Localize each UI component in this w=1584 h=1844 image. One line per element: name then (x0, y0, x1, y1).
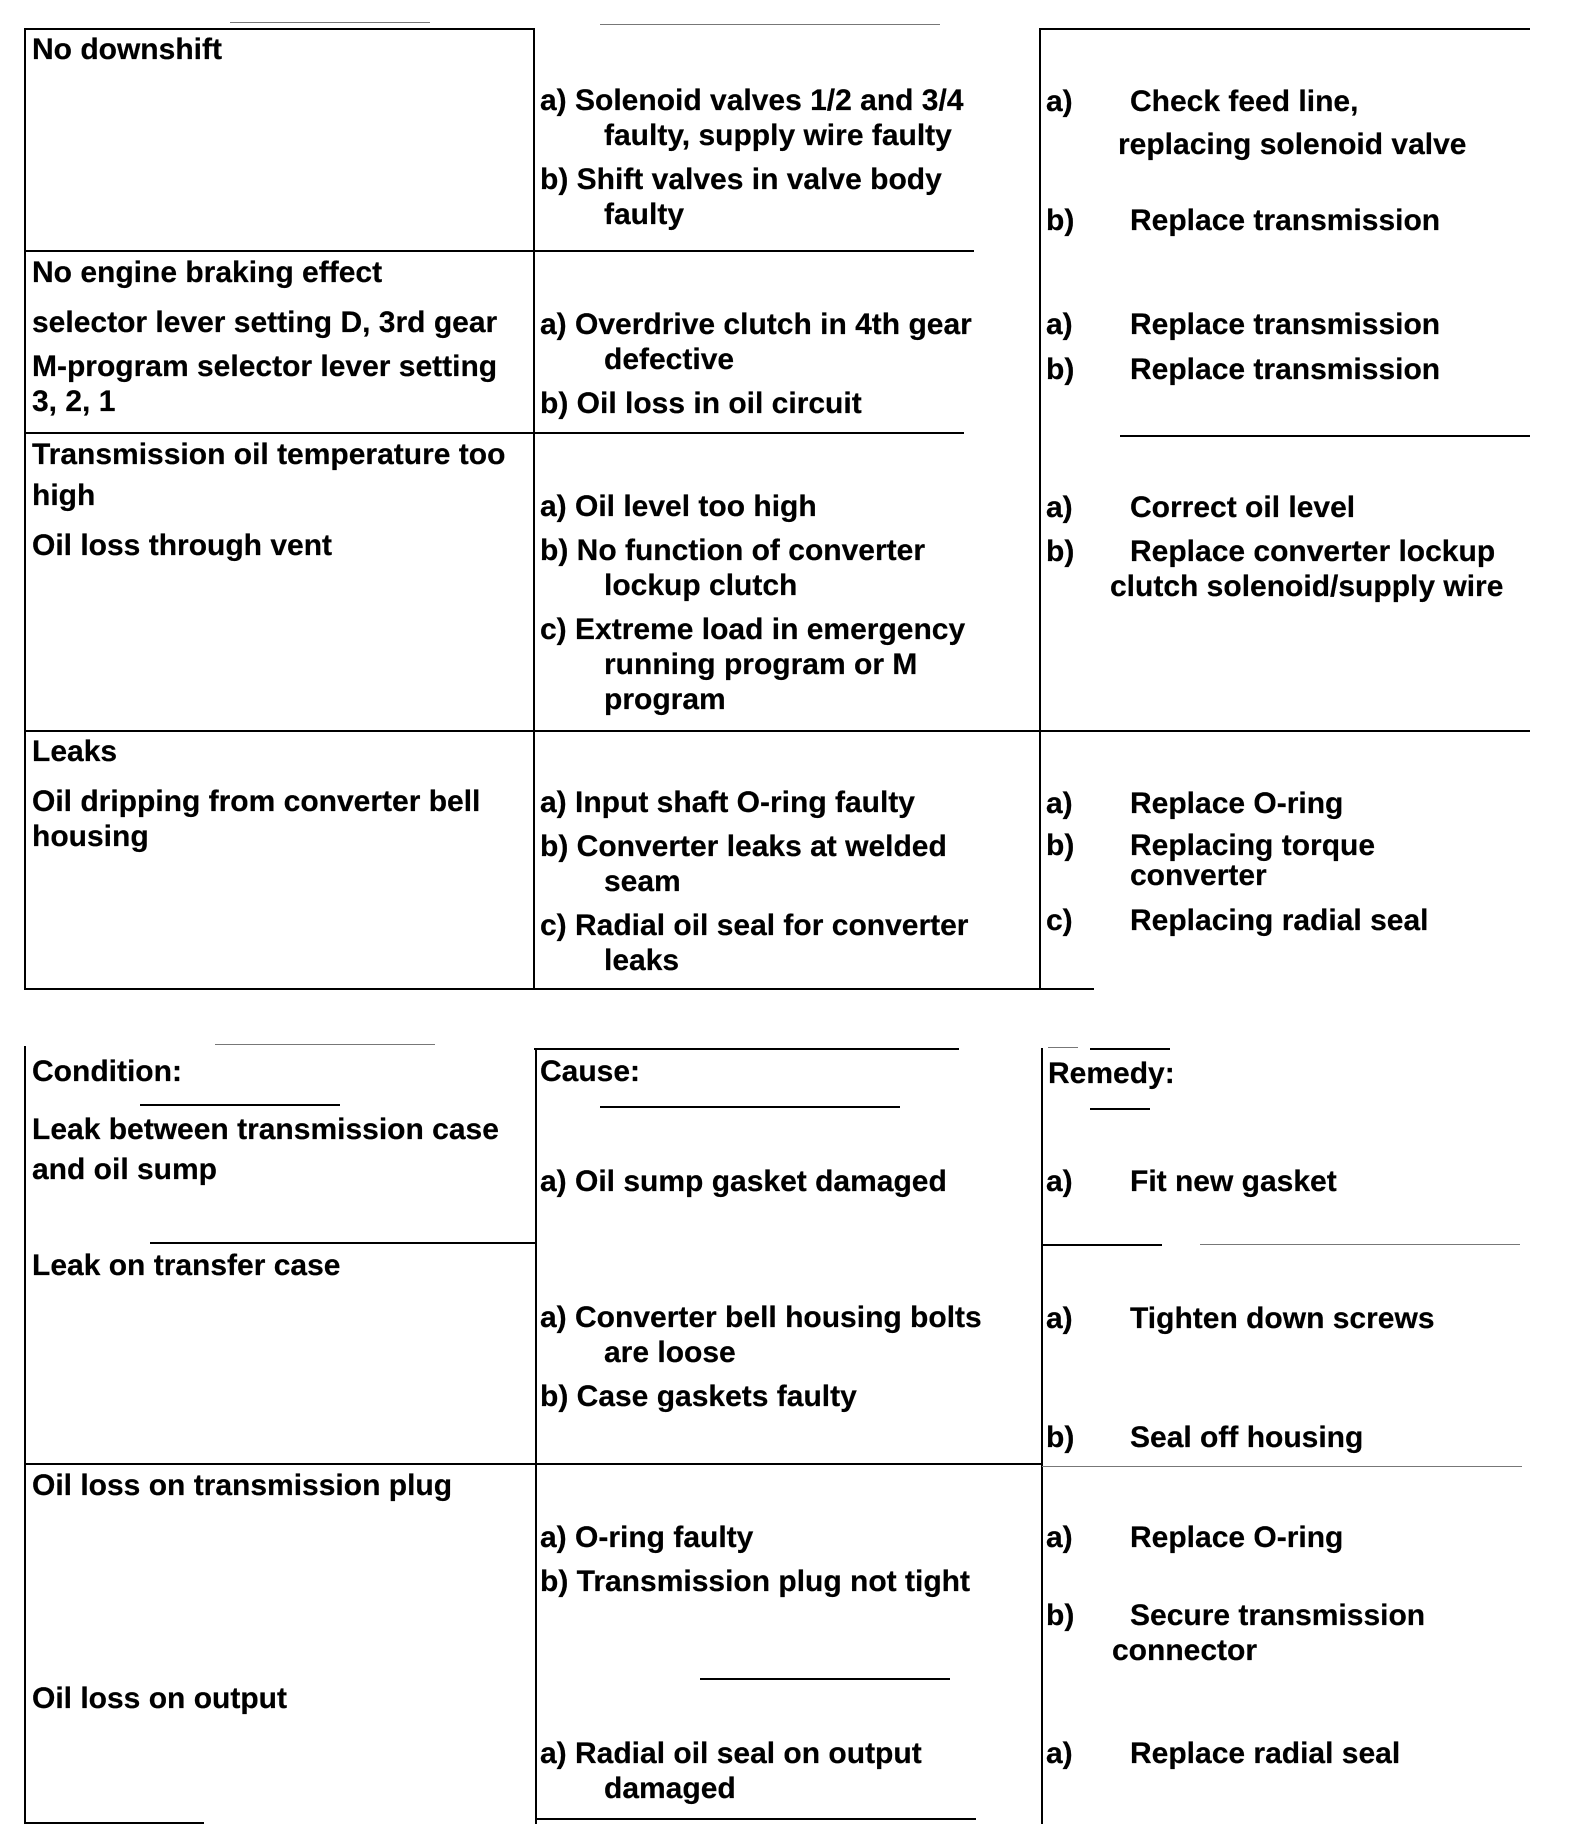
condition-text: No downshift (32, 33, 222, 66)
row-divider (150, 1242, 536, 1244)
remedy-label: c) (1046, 904, 1073, 937)
row-divider (1120, 435, 1530, 437)
cause-text: running program or M (604, 648, 918, 681)
cause-text: defective (604, 343, 735, 376)
cause-text: a) Overdrive clutch in 4th gear (540, 308, 972, 341)
row-divider (140, 1104, 340, 1106)
condition-text: Transmission oil temperature too (32, 438, 506, 471)
row-divider (24, 730, 1530, 732)
remedy-text: Replacing radial seal (1130, 904, 1429, 937)
condition-text: No engine braking effect (32, 256, 383, 289)
condition-text: M-program selector lever setting (32, 350, 498, 383)
condition-text: Oil loss on output (32, 1682, 287, 1715)
cause-text: faulty, supply wire faulty (604, 119, 952, 152)
row-divider (24, 28, 534, 30)
cause-text: damaged (604, 1772, 736, 1805)
column-divider (1041, 1048, 1043, 1824)
remedy-label: b) (1046, 1421, 1075, 1454)
remedy-text: Replace O-ring (1130, 787, 1344, 820)
row-divider (534, 432, 964, 434)
cause-text: a) Oil level too high (540, 490, 817, 523)
remedy-label: b) (1046, 535, 1075, 568)
column-header-condition: Condition: (32, 1055, 182, 1088)
column-header-cause: Cause: (540, 1055, 641, 1088)
remedy-text: Replace O-ring (1130, 1521, 1344, 1554)
column-divider (1039, 28, 1041, 990)
row-divider (24, 432, 534, 434)
remedy-text: Seal off housing (1130, 1421, 1364, 1454)
cause-text: b) Oil loss in oil circuit (540, 387, 862, 420)
remedy-text: converter (1130, 859, 1267, 892)
remedy-text: Replace transmission (1130, 353, 1441, 386)
condition-text: and oil sump (32, 1153, 218, 1186)
remedy-label: b) (1046, 829, 1075, 862)
column-divider (533, 28, 535, 990)
remedy-text: Replace transmission (1130, 308, 1441, 341)
remedy-label: b) (1046, 353, 1075, 386)
cause-text: a) O-ring faulty (540, 1521, 754, 1554)
cause-text: a) Solenoid valves 1/2 and 3/4 (540, 84, 964, 117)
remedy-text: connector (1112, 1634, 1258, 1667)
column-divider (535, 1048, 537, 1824)
cause-text: leaks (604, 944, 680, 977)
row-divider (1042, 1244, 1162, 1246)
cause-text: c) Radial oil seal for converter (540, 909, 969, 942)
remedy-text: Replace transmission (1130, 204, 1441, 237)
remedy-label: a) (1046, 491, 1073, 524)
remedy-label: b) (1046, 1599, 1075, 1632)
remedy-text: Replace converter lockup (1130, 535, 1496, 568)
cause-text: a) Radial oil seal on output (540, 1737, 922, 1770)
cause-text: a) Input shaft O-ring faulty (540, 786, 915, 819)
cause-text: b) Transmission plug not tight (540, 1565, 970, 1598)
row-divider (24, 1822, 204, 1824)
condition-text: 3, 2, 1 (32, 385, 116, 418)
remedy-text: Replace radial seal (1130, 1737, 1401, 1770)
condition-text: high (32, 479, 96, 512)
cause-text: lockup clutch (604, 569, 798, 602)
remedy-text: Secure transmission (1130, 1599, 1426, 1632)
cause-text: b) Shift valves in valve body (540, 163, 942, 196)
cause-text: a) Oil sump gasket damaged (540, 1165, 947, 1198)
remedy-text: Correct oil level (1130, 491, 1356, 524)
remedy-text: Fit new gasket (1130, 1165, 1337, 1198)
remedy-label: a) (1046, 85, 1073, 118)
remedy-label: a) (1046, 308, 1073, 341)
row-divider (1090, 1108, 1150, 1110)
cause-text: are loose (604, 1336, 736, 1369)
row-divider (536, 1818, 976, 1820)
condition-text: Oil loss on transmission plug (32, 1469, 453, 1502)
remedy-text: Replacing torque (1130, 829, 1376, 862)
row-divider (24, 250, 534, 252)
remedy-label: a) (1046, 1302, 1073, 1335)
cause-text: b) Converter leaks at welded (540, 830, 947, 863)
condition-text: Leaks (32, 735, 118, 768)
condition-text: Leak between transmission case (32, 1113, 499, 1146)
condition-text: selector lever setting D, 3rd gear (32, 306, 498, 339)
row-divider (600, 1106, 900, 1108)
remedy-text: Check feed line, (1130, 85, 1359, 118)
cause-text: a) Converter bell housing bolts (540, 1301, 982, 1334)
remedy-label: a) (1046, 1521, 1073, 1554)
cause-text: b) No function of converter (540, 534, 925, 567)
remedy-text: Tighten down screws (1130, 1302, 1435, 1335)
remedy-text: clutch solenoid/supply wire (1110, 570, 1504, 603)
column-divider (24, 28, 26, 988)
row-divider (534, 250, 974, 252)
row-divider (24, 988, 1094, 990)
condition-text: Oil dripping from converter bell (32, 785, 481, 818)
row-divider (534, 1048, 959, 1050)
row-divider (1040, 28, 1530, 30)
condition-text: Leak on transfer case (32, 1249, 341, 1282)
cause-text: seam (604, 865, 681, 898)
remedy-label: a) (1046, 787, 1073, 820)
row-divider (24, 1463, 1042, 1465)
cause-text: faulty (604, 198, 685, 231)
condition-text: housing (32, 820, 149, 853)
column-divider (24, 1046, 26, 1824)
condition-text: Oil loss through vent (32, 529, 333, 562)
column-header-remedy: Remedy: (1048, 1057, 1175, 1090)
remedy-label: b) (1046, 204, 1075, 237)
cause-text: c) Extreme load in emergency (540, 613, 966, 646)
row-divider (1090, 1048, 1170, 1050)
cause-text: program (604, 683, 726, 716)
remedy-label: a) (1046, 1737, 1073, 1770)
cause-text: b) Case gaskets faulty (540, 1380, 857, 1413)
remedy-text: replacing solenoid valve (1118, 128, 1467, 161)
row-divider (700, 1678, 950, 1680)
remedy-label: a) (1046, 1165, 1073, 1198)
